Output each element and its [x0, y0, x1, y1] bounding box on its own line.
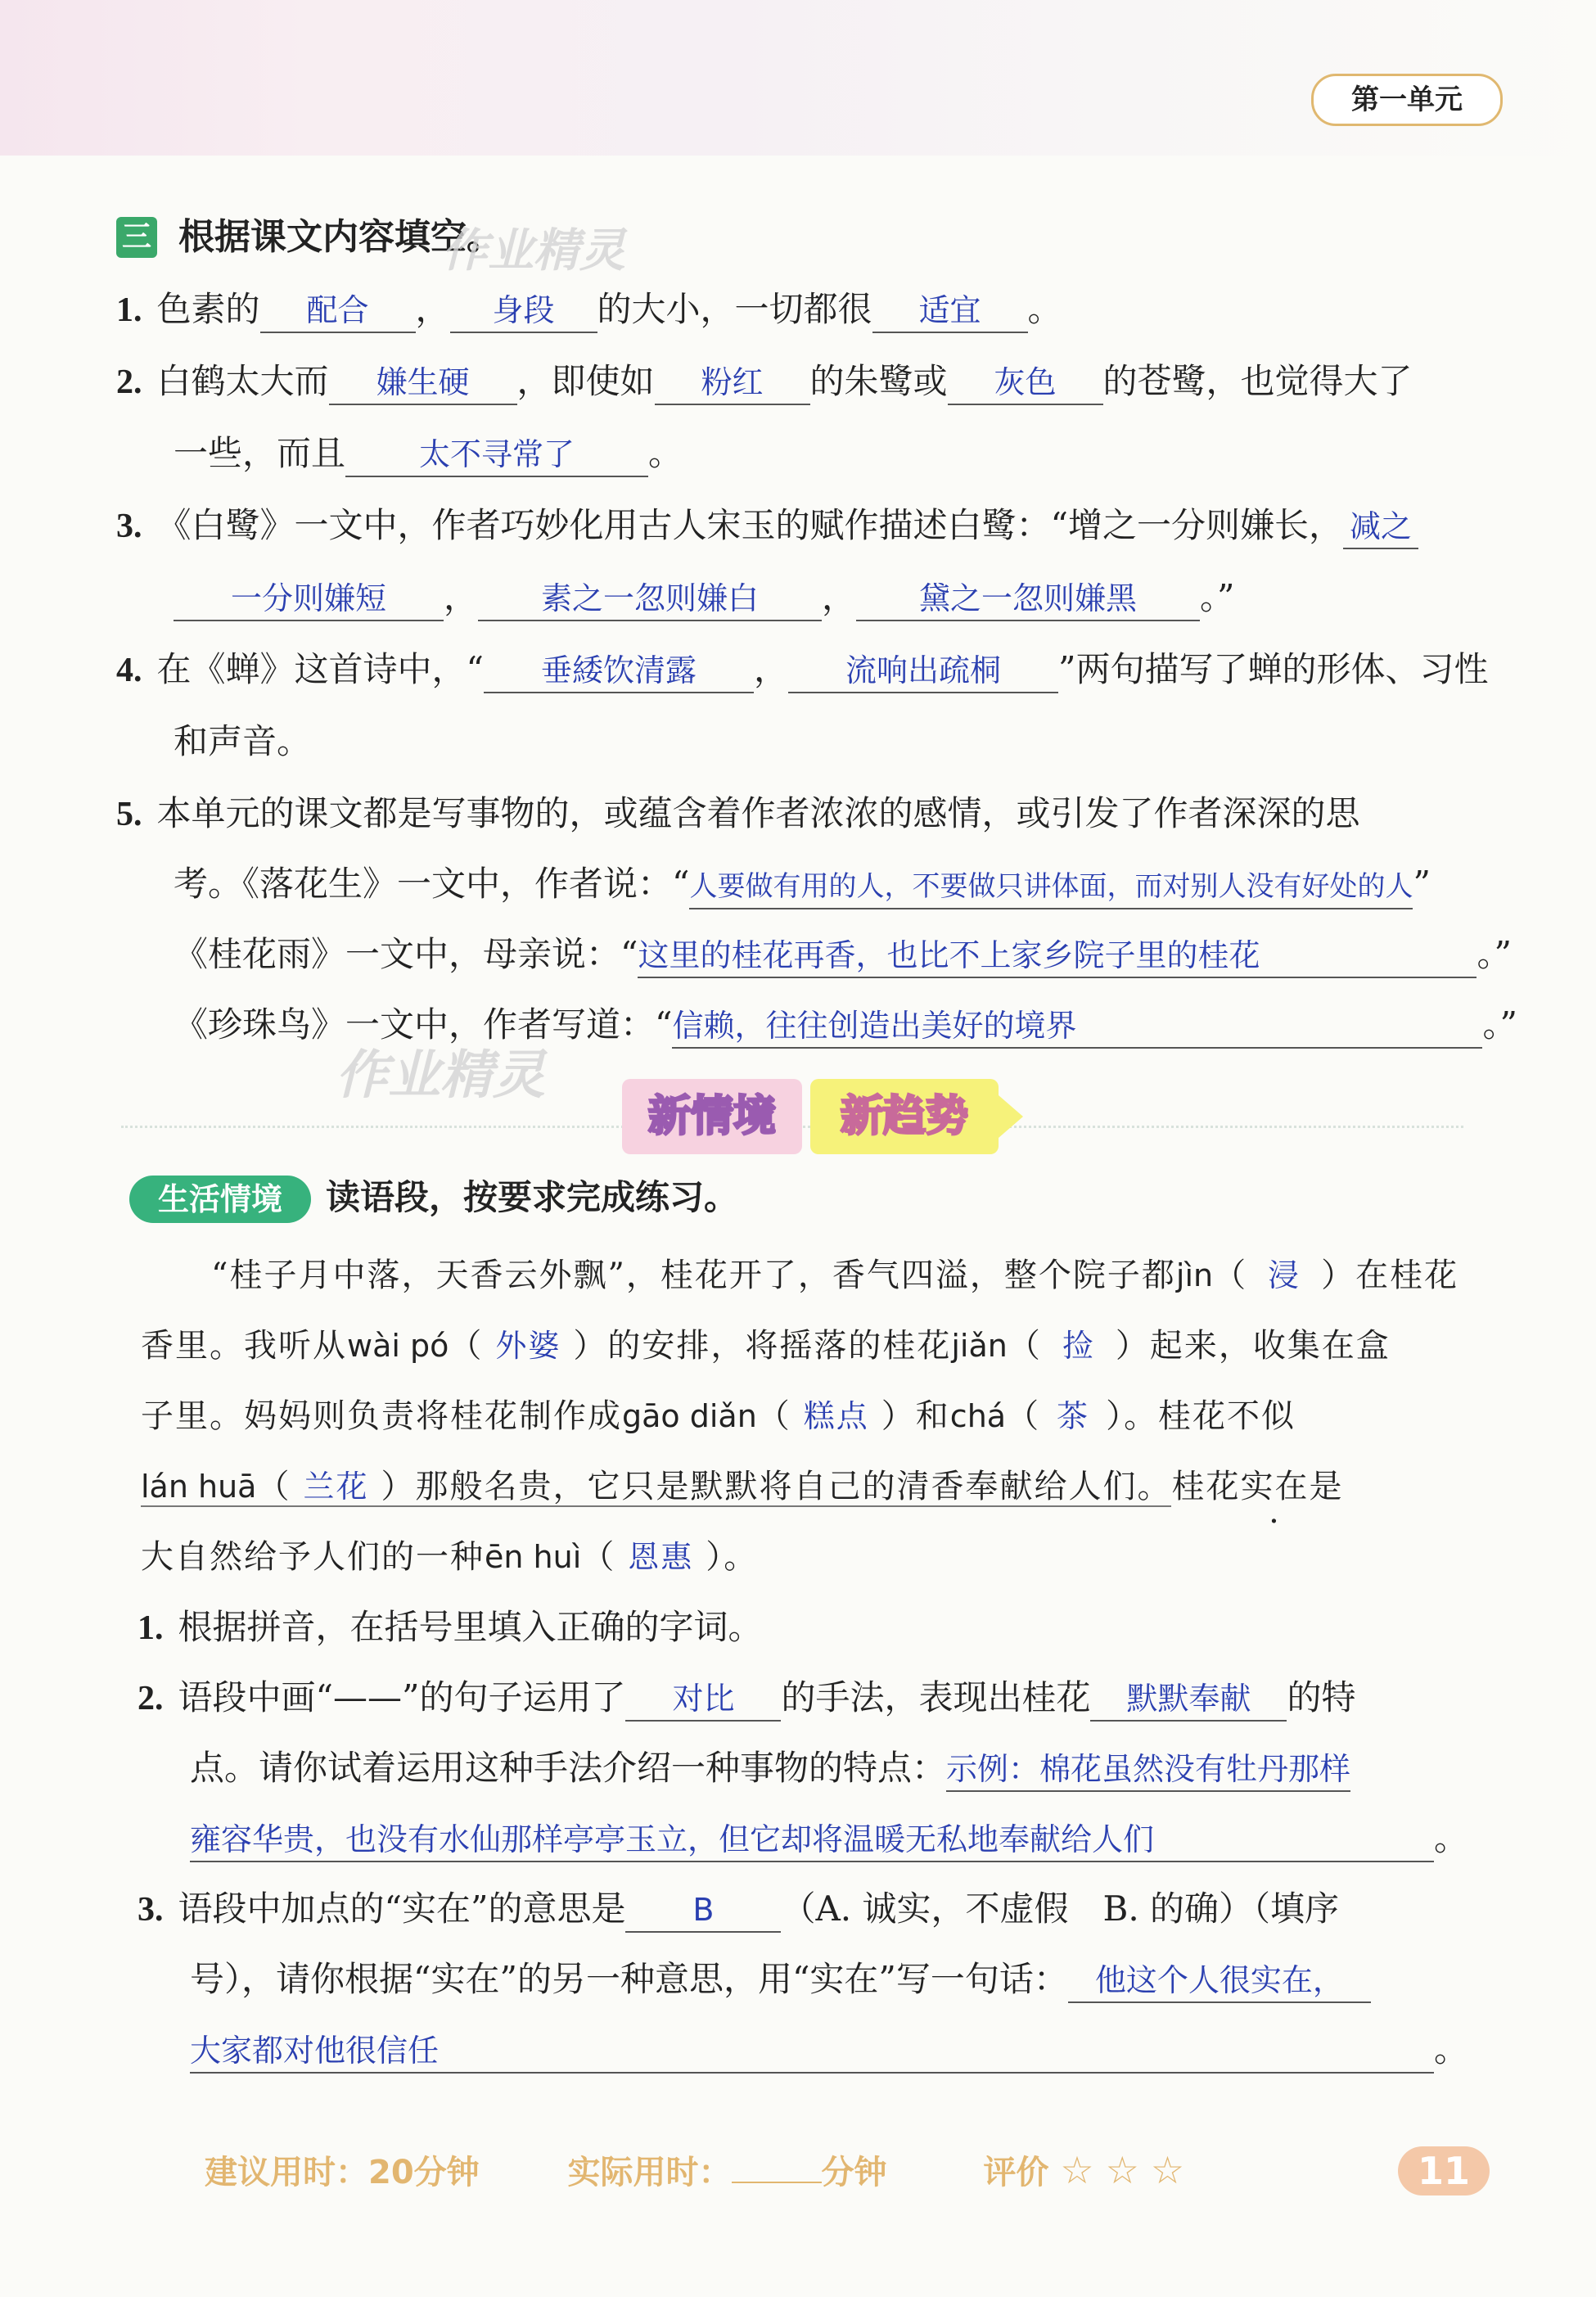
passage-text: 。 — [724, 1538, 759, 1576]
answer-blank[interactable]: 信赖，往往创造出美好的境界 — [672, 1004, 1482, 1049]
question-text: （A. 诚实，不虚假 B. 的确）（填序 — [781, 1889, 1340, 1929]
passage-text: 那般名贵，它只是默默将自己的清香奉献给人们。 — [415, 1468, 1172, 1505]
star-icon[interactable]: ☆ — [1060, 2148, 1094, 2192]
question-number: 5. — [116, 796, 142, 833]
answer-blank[interactable]: 浸 — [1268, 1257, 1301, 1293]
question-text: 根据拼音，在括号里填入正确的字词。 — [178, 1607, 763, 1647]
passage-text: 桂花 — [1171, 1468, 1241, 1505]
answer-blank[interactable]: 大家都对他很信任 — [190, 2029, 1434, 2074]
answer-blank[interactable]: 捡 — [1062, 1328, 1095, 1364]
question-text: 点。请你试着运用这种手法介绍一种事物的特点： — [190, 1748, 947, 1788]
question-1 — [116, 285, 1062, 335]
passage-text: “桂子月中落，天香云外飘”，桂花开了，香气四溢，整个院子都 — [211, 1257, 1176, 1294]
life-tag: 生活情境 — [129, 1176, 311, 1223]
question-number: 3. — [138, 1891, 164, 1929]
watermark: 作业精灵 — [442, 224, 625, 278]
passage-line-3: 子里。妈妈则负责将桂花制作成gāo diǎn（ 糕点 ）和chá（ 茶 ）。桂花不似 — [141, 1392, 1296, 1441]
question-text: 的大小，一切都很 — [597, 289, 872, 329]
banner — [622, 1079, 1031, 1154]
pinyin: jiǎn — [951, 1328, 1008, 1364]
passage-text: 是 — [1309, 1468, 1344, 1505]
answer-blank[interactable]: 茶 — [1057, 1398, 1090, 1434]
life-question-3 — [138, 1884, 1339, 1934]
question-text: 。 — [1027, 289, 1062, 329]
banner-right: 新趋势 — [810, 1079, 999, 1154]
question-text: 的苍鹭，也觉得大了 — [1102, 361, 1413, 401]
question-text: 一些，而且 — [174, 433, 346, 473]
question-text: 号），请你根据“实在”的另一种意思，用“实在”写一句话： — [190, 1959, 1068, 1999]
question-text: 。” — [1482, 1004, 1517, 1045]
page-number: 11 — [1398, 2146, 1490, 2195]
answer-blank[interactable]: 恩惠 — [628, 1539, 694, 1575]
pinyin: lán huā — [141, 1469, 257, 1505]
pinyin: jìn — [1175, 1257, 1214, 1293]
footer — [205, 2146, 1184, 2193]
passage-line-1: “桂子月中落，天香云外飘”，桂花开了，香气四溢，整个院子都jìn（ 浸 ）在桂花 — [211, 1251, 1458, 1300]
answer-blank[interactable]: 垂緌饮清露 — [484, 649, 754, 693]
life-question-3-cont — [190, 1955, 1371, 2004]
answer-blank[interactable]: 默默奉献 — [1090, 1677, 1287, 1722]
question-text: ， — [444, 577, 479, 617]
question-number: 3. — [116, 508, 142, 545]
minutes-label: 分钟 — [821, 2154, 887, 2191]
answer-blank[interactable]: 素之一忽则嫌白 — [478, 577, 822, 621]
answer-blank[interactable]: 对比 — [625, 1677, 781, 1722]
answer-blank[interactable]: 流响出疏桐 — [788, 649, 1058, 693]
question-text: 语段中画“——”的句子运用了 — [178, 1677, 626, 1717]
actual-time-input[interactable] — [732, 2182, 822, 2183]
banner-arrow — [999, 1095, 1023, 1138]
life-question-3-cont2 — [190, 2025, 1468, 2074]
question-text: 在《蝉》这首诗中，“ — [156, 649, 484, 689]
answer-blank[interactable]: 一分则嫌短 — [174, 577, 444, 621]
answer-blank[interactable]: 灰色 — [948, 361, 1103, 405]
watermark: 作业精灵 — [336, 1045, 545, 1106]
question-text: 的朱鹭或 — [809, 361, 948, 401]
pinyin: wài pó — [347, 1328, 449, 1364]
question-text: 。 — [648, 433, 683, 473]
question-text: 和声音。 — [174, 721, 312, 761]
life-question-1 — [138, 1603, 763, 1653]
question-4-cont — [174, 717, 311, 766]
underlined-sentence: lán huā（ 兰花 ）那般名贵，它只是默默将自己的清香奉献给人们。 — [141, 1468, 1171, 1507]
answer-blank[interactable]: 这里的桂花再香，也比不上家乡院子里的桂花 — [638, 934, 1477, 978]
question-text: 。 — [1434, 2029, 1469, 2069]
question-text: 《桂花雨》一文中，母亲说：“ — [174, 934, 638, 974]
pinyin: ēn huì — [485, 1539, 582, 1575]
answer-blank[interactable]: 他这个人很实在， — [1068, 1959, 1371, 2003]
star-icon[interactable]: ☆ — [1105, 2148, 1139, 2192]
passage-text: 子里。妈妈则负责将桂花制作成 — [141, 1397, 622, 1435]
question-number: 4. — [116, 652, 142, 689]
passage-line-5: 大自然给予人们的一种ēn huì（ 恩惠 ）。 — [141, 1532, 758, 1582]
dotted-word: 实在 — [1240, 1468, 1310, 1505]
question-text: ” — [1413, 864, 1431, 904]
question-2-cont — [174, 429, 683, 478]
passage-text: 在桂花 — [1355, 1257, 1459, 1294]
rating-label: 评价 — [983, 2154, 1049, 2191]
question-5 — [116, 789, 1360, 839]
question-number: 1. — [116, 291, 142, 329]
question-5-line3 — [174, 930, 1512, 979]
answer-blank[interactable]: 黛之一忽则嫌黑 — [856, 577, 1200, 621]
section-title: 根据课文内容填空。 — [178, 216, 503, 258]
question-text: ， — [753, 649, 788, 689]
question-text: ，即使如 — [516, 361, 655, 401]
question-text: 。” — [1200, 577, 1235, 617]
question-3 — [116, 501, 1418, 551]
passage-text: 香里。我听从 — [141, 1327, 347, 1365]
question-text: 。 — [1434, 1818, 1469, 1858]
question-text: ”两句描写了蝉的形体、习性 — [1058, 649, 1489, 689]
question-text: 的特 — [1287, 1677, 1356, 1717]
question-text: 本单元的课文都是写事物的，或蕴含着作者浓浓的感情，或引发了作者深深的思 — [156, 793, 1360, 833]
suggested-time: 建议用时：20分钟 — [205, 2154, 480, 2191]
star-icon[interactable]: ☆ — [1150, 2148, 1185, 2192]
unit-badge: 第一单元 — [1311, 74, 1503, 126]
question-number: 2. — [116, 363, 142, 401]
question-text: ， — [822, 577, 857, 617]
passage-line-4 — [141, 1462, 1343, 1511]
question-text: 《珍珠鸟》一文中，作者写道：“ — [174, 1004, 673, 1045]
passage-text: 大自然给予人们的一种 — [141, 1538, 485, 1576]
question-text: 的手法，表现出桂花 — [781, 1677, 1091, 1717]
answer-blank[interactable]: 外婆 — [495, 1328, 561, 1364]
passage-line-2: 香里。我听从wài pó（ 外婆 ）的安排，将摇落的桂花jiǎn（ 捡 ）起来，收集在盒 — [141, 1321, 1391, 1370]
question-number: 1. — [138, 1609, 164, 1647]
question-4 — [116, 645, 1488, 695]
life-question-2-cont — [190, 1744, 1350, 1793]
answer-blank[interactable]: 糕点 — [803, 1398, 869, 1434]
answer-blank[interactable]: 示例：棉花虽然没有牡丹那样 — [946, 1748, 1350, 1792]
question-text: 语段中加点的“实在”的意思是 — [178, 1889, 626, 1929]
question-5-line2 — [174, 860, 1431, 909]
question-text: 色素的 — [156, 289, 260, 329]
question-text: ， — [415, 289, 450, 329]
section-number-icon: 三 — [116, 217, 157, 258]
life-question-2 — [138, 1673, 1355, 1723]
answer-blank[interactable]: 兰花 — [303, 1469, 369, 1505]
life-question-2-cont2 — [190, 1814, 1468, 1863]
answer-blank[interactable]: 适宜 — [872, 289, 1028, 333]
answer-blank[interactable]: 身段 — [450, 289, 597, 333]
question-text: 《白鹭》一文中，作者巧妙化用古人宋玉的赋作描述白鹭：“增之一分则嫌长， — [156, 505, 1343, 545]
answer-blank[interactable]: 雍容华贵，也没有水仙那样亭亭玉立，但它却将温暖无私地奉献给人们 — [190, 1818, 1434, 1862]
question-2 — [116, 357, 1413, 407]
question-3-cont — [174, 573, 1235, 622]
answer-blank[interactable]: 嫌生硬 — [329, 361, 517, 405]
question-text: 考。《落花生》一文中，作者说：“ — [174, 864, 690, 904]
passage-text: 。桂花不似 — [1124, 1397, 1296, 1435]
pinyin: chá — [949, 1398, 1007, 1434]
banner-left: 新情境 — [622, 1079, 802, 1154]
life-title: 读语段，按要求完成练习。 — [326, 1177, 739, 1217]
passage-text: 起来，收集在盒 — [1149, 1327, 1391, 1365]
answer-blank[interactable]: 粉红 — [655, 361, 810, 405]
question-text: 。” — [1477, 934, 1512, 974]
passage-text: 和 — [915, 1397, 950, 1435]
passage-text: 的安排，将摇落的桂花 — [607, 1327, 952, 1365]
answer-blank[interactable]: 人要做有用的人，不要做只讲体面，而对别人没有好处的人 — [689, 865, 1413, 909]
question-number: 2. — [138, 1680, 164, 1717]
answer-blank[interactable]: 减之 — [1343, 505, 1418, 549]
answer-blank[interactable]: B — [625, 1889, 781, 1933]
question-text: 白鹤太大而 — [156, 361, 329, 401]
answer-blank[interactable]: 太不寻常了 — [345, 433, 648, 477]
answer-blank[interactable]: 配合 — [260, 289, 416, 333]
pinyin: gāo diǎn — [622, 1398, 757, 1434]
actual-time-label: 实际用时： — [567, 2154, 732, 2191]
